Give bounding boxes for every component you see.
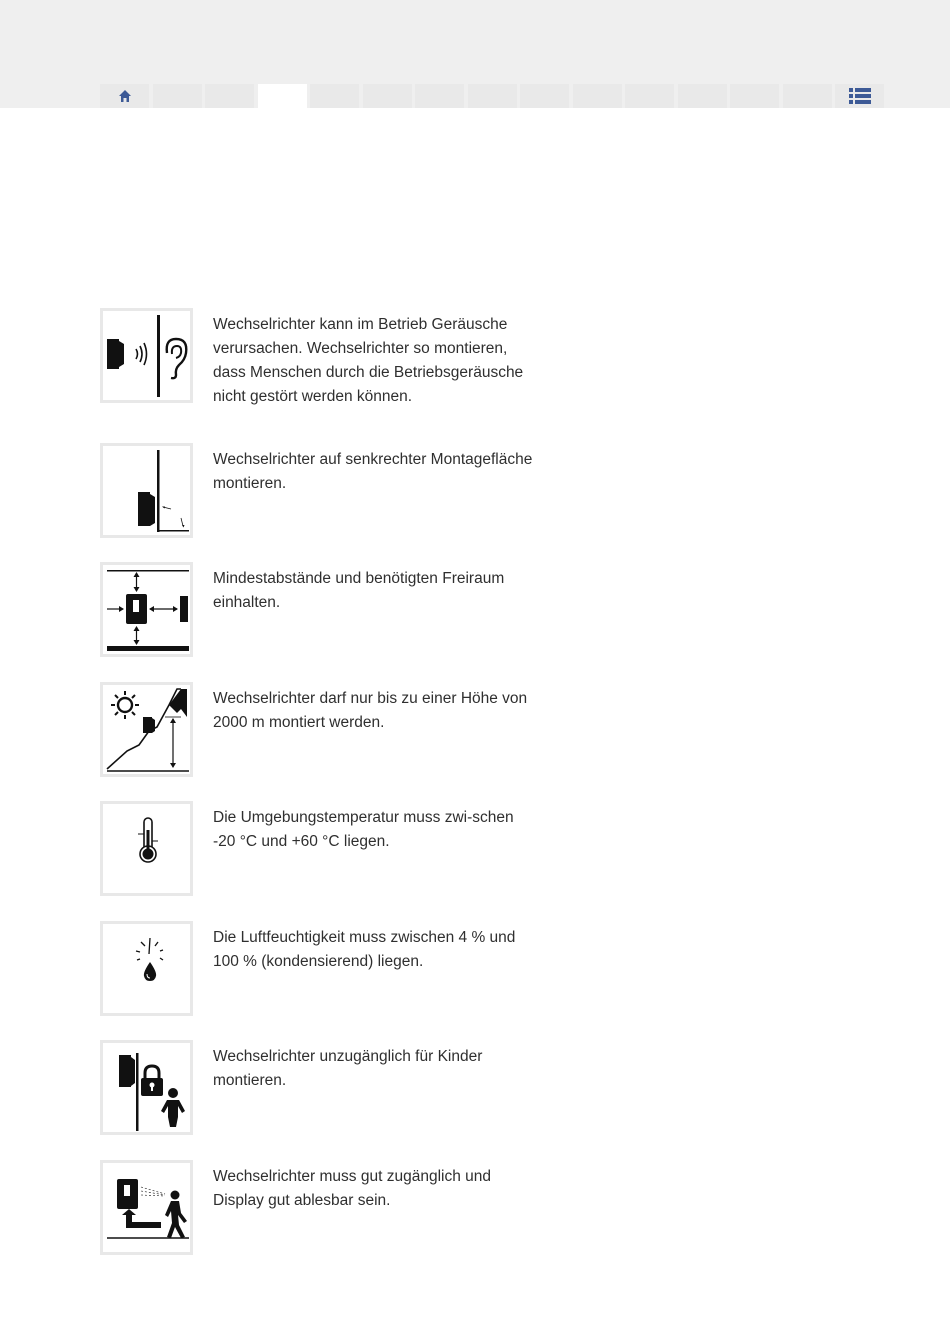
vertical-mounting-text: Wechselrichter auf senkrechter Montagefläche montieren. xyxy=(213,451,533,492)
top-navigation-bar xyxy=(0,0,950,108)
tab-chapter-5[interactable] xyxy=(363,84,412,108)
home-icon xyxy=(118,89,132,103)
altitude-text: Wechselrichter darf nur bis zu einer Höhe von 2000 m montiert werden. xyxy=(213,690,528,731)
vertical-mounting-icon xyxy=(105,448,189,534)
tab-chapter-6[interactable] xyxy=(415,84,464,108)
requirement-clearance xyxy=(100,562,540,657)
tab-menu[interactable] xyxy=(835,84,884,108)
requirement-accessibility xyxy=(100,1160,540,1255)
tab-chapter-12[interactable] xyxy=(730,84,779,108)
list-menu-icon xyxy=(849,87,871,105)
humidity-text: Die Luftfeuchtigkeit muss zwischen 4 % und 100 % (kondensierend) liegen. xyxy=(213,929,516,970)
tab-chapter-2[interactable] xyxy=(205,84,254,108)
tab-home[interactable] xyxy=(100,84,149,108)
clearance-text: Mindestabstände und benötigten Freiraum einhalten. xyxy=(213,570,505,611)
child-lock-icon xyxy=(105,1045,189,1131)
tab-chapter-3-active[interactable] xyxy=(258,84,307,108)
child-lock-pictogram xyxy=(100,1040,193,1135)
tab-chapter-10[interactable] xyxy=(625,84,674,108)
accessible-display-icon xyxy=(105,1165,189,1251)
vertical-mounting-pictogram xyxy=(100,443,193,538)
altitude-mountain-icon xyxy=(105,687,189,773)
requirement-altitude xyxy=(100,682,540,777)
noise-text: Wechselrichter kann im Betrieb Geräusche verursachen. Wechselrichter so montieren, dass Menschen durch die Betriebsgeräusche nicht gestört werden können. xyxy=(213,316,524,405)
temperature-pictogram xyxy=(100,801,193,896)
requirement-vertical-mounting xyxy=(100,443,540,538)
tab-chapter-1[interactable] xyxy=(153,84,202,108)
altitude-pictogram xyxy=(100,682,193,777)
accessibility-text: Wechselrichter muss gut zugänglich und Display gut ablesbar sein. xyxy=(213,1168,491,1209)
tab-chapter-11[interactable] xyxy=(678,84,727,108)
noise-pictogram xyxy=(100,308,193,403)
chapter-tabs xyxy=(100,84,884,108)
tab-chapter-7[interactable] xyxy=(468,84,517,108)
thermometer-icon xyxy=(105,806,189,892)
requirement-noise xyxy=(100,308,540,438)
tab-chapter-4[interactable] xyxy=(310,84,359,108)
tab-chapter-13[interactable] xyxy=(783,84,832,108)
child-safety-text: Wechselrichter unzugänglich für Kinder montieren. xyxy=(213,1048,483,1089)
humidity-drop-icon xyxy=(105,926,189,1012)
clearance-distance-icon xyxy=(105,567,189,653)
clearance-pictogram xyxy=(100,562,193,657)
requirement-temperature xyxy=(100,801,540,896)
accessibility-pictogram xyxy=(100,1160,193,1255)
requirement-child-safety xyxy=(100,1040,540,1135)
tab-chapter-9[interactable] xyxy=(573,84,622,108)
humidity-pictogram xyxy=(100,921,193,1016)
temperature-text: Die Umgebungstemperatur muss zwi-schen -20 °C und +60 °C liegen. xyxy=(213,809,514,850)
tab-chapter-8[interactable] xyxy=(520,84,569,108)
noise-ear-icon xyxy=(105,313,189,399)
requirement-humidity xyxy=(100,921,540,1016)
